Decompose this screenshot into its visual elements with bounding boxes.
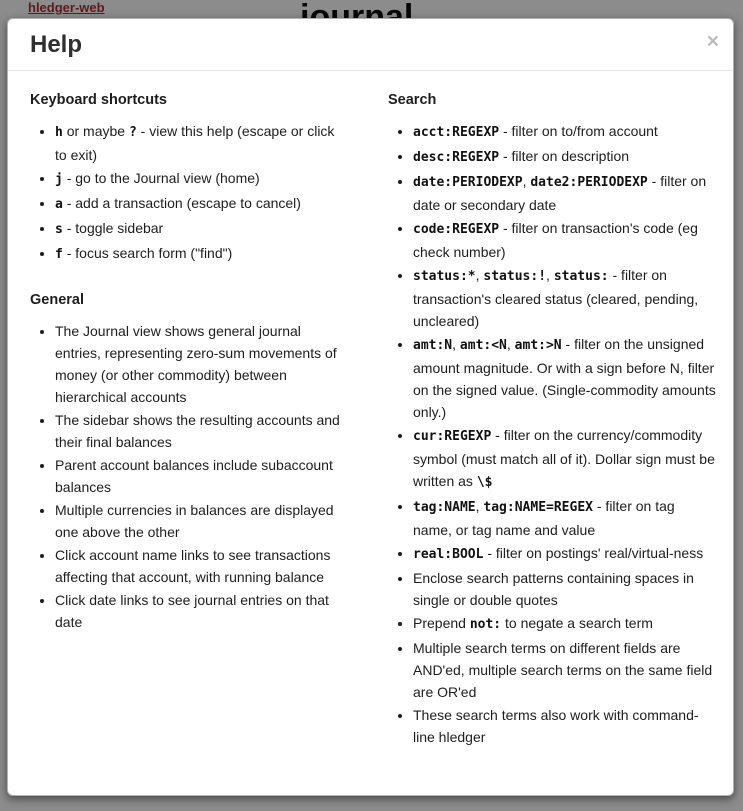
code-text: amt:<N: [459, 338, 507, 353]
plain-text: ,: [546, 267, 554, 283]
code-text: \$: [476, 475, 493, 490]
plain-text: - filter on the currency/commodity symbol (must match all of it). Dollar sign must be written as: [413, 427, 715, 489]
list-item: [55, 167, 344, 191]
list-item: [413, 264, 716, 332]
plain-text: to negate a search term: [501, 615, 653, 631]
brand-link[interactable]: hledger-web: [28, 0, 105, 15]
list-item: [413, 612, 716, 636]
section-heading: General: [30, 292, 84, 308]
plain-text: Multiple search terms on different fields are AND'ed, multiple search terms on the same field are OR'ed: [413, 640, 713, 700]
plain-text: - go to the Journal view (home): [62, 170, 260, 186]
code-text: amt:>N: [514, 338, 562, 353]
plain-text: Prepend: [413, 615, 470, 631]
plain-text: The sidebar shows the resulting accounts and their final balances: [55, 412, 340, 450]
list-item: [55, 320, 344, 408]
code-text: h: [55, 125, 63, 140]
list-item: [413, 495, 716, 541]
list-item: [55, 192, 344, 216]
modal-title: Help: [30, 31, 83, 58]
plain-text: - toggle sidebar: [62, 220, 164, 236]
plain-text: Parent account balances include subaccount balances: [55, 457, 333, 495]
code-text: status:: [553, 269, 609, 284]
plain-text: - filter on description: [499, 148, 630, 164]
help-left-column: [30, 92, 374, 774]
code-text: s: [55, 222, 63, 237]
code-text: j: [55, 172, 63, 187]
plain-text: Click date links to see journal entries on that date: [55, 592, 329, 630]
plain-text: ,: [475, 498, 484, 514]
list-item: [413, 170, 716, 216]
plain-text: Click account name links to see transactions affecting that account, with running balance: [55, 547, 331, 585]
code-text: f: [55, 247, 63, 262]
modal-body: [8, 71, 733, 784]
plain-text: - view this help (escape or click to exit): [55, 123, 335, 163]
plain-text: ,: [522, 173, 531, 189]
plain-text: - focus search form ("find"): [62, 245, 233, 261]
plain-text: - filter on date or secondary date: [413, 173, 707, 213]
help-modal: [7, 18, 734, 796]
close-icon[interactable]: ×: [706, 30, 719, 53]
code-text: desc:REGEXP: [413, 150, 500, 165]
list-item: [55, 499, 344, 543]
code-text: date2:PERIODEXP: [530, 175, 648, 190]
plain-text: Multiple currencies in balances are displayed one above the other: [55, 502, 334, 540]
modal-header: [8, 19, 733, 71]
code-text: status:!: [483, 269, 547, 284]
plain-text: - filter on transaction's code (eg check number): [413, 220, 698, 260]
list-item: [413, 333, 716, 423]
code-text: real:BOOL: [413, 547, 484, 562]
plain-text: or maybe: [62, 123, 129, 139]
list-item: [413, 120, 716, 144]
code-text: a: [55, 197, 63, 212]
plain-text: The Journal view shows general journal entries, representing zero-sum movements of money (or other commodity) between hierarchical accounts: [55, 323, 337, 405]
list-item: [413, 567, 716, 611]
code-text: ?: [128, 125, 137, 140]
plain-text: ,: [452, 336, 460, 352]
plain-text: - filter on the unsigned amount magnitude. Or with a sign before N, filter on the signed value. (Single-commodity amounts only.): [413, 336, 716, 420]
plain-text: Enclose search patterns containing spaces in single or double quotes: [413, 570, 694, 608]
help-right-column: [374, 92, 718, 774]
code-text: code:REGEXP: [413, 222, 500, 237]
help-list: [30, 320, 344, 633]
list-item: [55, 544, 344, 588]
list-item: [413, 704, 716, 748]
code-text: amt:N: [413, 338, 453, 353]
plain-text: - filter on to/from account: [499, 123, 658, 139]
plain-text: ,: [475, 267, 484, 283]
list-item: [413, 145, 716, 169]
help-list: [388, 120, 716, 748]
code-text: cur:REGEXP: [413, 429, 492, 444]
list-item: [413, 637, 716, 703]
plain-text: - add a transaction (escape to cancel): [62, 195, 301, 211]
plain-text: - filter on postings' real/virtual-ness: [483, 545, 704, 561]
list-item: [55, 120, 344, 166]
code-text: date:PERIODEXP: [413, 175, 523, 190]
plain-text: ,: [506, 336, 515, 352]
help-list: [30, 120, 344, 266]
code-text: acct:REGEXP: [413, 125, 500, 140]
list-item: [55, 242, 344, 266]
list-item: [413, 424, 716, 494]
list-item: [55, 409, 344, 453]
plain-text: These search terms also work with command-line hledger: [413, 707, 699, 745]
code-text: status:*: [413, 269, 476, 284]
code-text: tag:NAME: [413, 500, 476, 515]
code-text: not:: [469, 617, 502, 632]
list-item: [413, 217, 716, 263]
list-item: [55, 589, 344, 633]
list-item: [413, 542, 716, 566]
list-item: [55, 454, 344, 498]
section-heading: Keyboard shortcuts: [30, 92, 167, 108]
plain-text: - filter on tag name, or tag name and value: [413, 498, 675, 538]
plain-text: - filter on transaction's cleared status (cleared, pending, uncleared): [413, 267, 699, 329]
code-text: tag:NAME=REGEX: [483, 500, 593, 515]
list-item: [55, 217, 344, 241]
section-heading: Search: [388, 92, 437, 108]
